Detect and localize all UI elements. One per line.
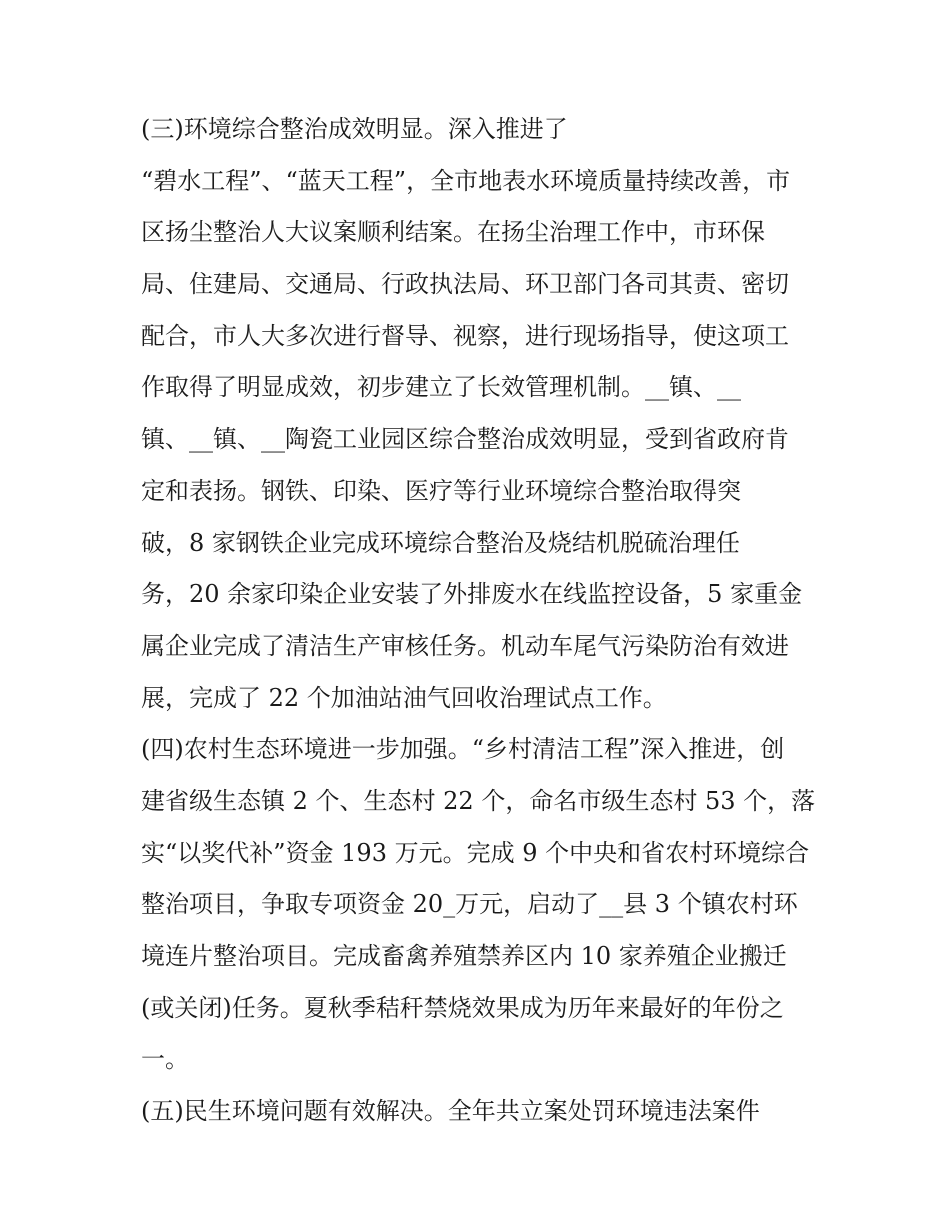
text-line: 一。	[141, 1045, 189, 1074]
text-line: 务，20 余家印染企业安装了外排废水在线监控设备，5 家重金	[141, 580, 803, 609]
text-line: 镇、__镇、__陶瓷工业园区综合整治成效明显，受到省政府肯	[141, 425, 789, 454]
text-line: 整治项目，争取专项资金 20_万元，启动了__县 3 个镇农村环	[141, 890, 798, 919]
text-line: 破，8 家钢铁企业完成环境综合整治及烧结机脱硫治理任	[141, 528, 740, 557]
text-line: (五)民生环境问题有效解决。全年共立案处罚环境违法案件	[141, 1097, 760, 1126]
text-line: 局、住建局、交通局、行政执法局、环卫部门各司其责、密切	[141, 270, 789, 299]
text-line: 展，完成了 22 个加油站油气回收治理试点工作。	[141, 683, 667, 712]
text-line: 属企业完成了清洁生产审核任务。机动车尾气污染防治有效进	[141, 631, 789, 660]
text-line: (或关闭)任务。夏秋季秸秆禁烧效果成为历年来最好的年份之	[141, 993, 784, 1022]
document-body	[141, 104, 831, 1138]
text-line: “碧水工程”、“蓝天工程”，全市地表水环境质量持续改善，市	[141, 166, 791, 195]
text-line: 配合，市人大多次进行督导、视察，进行现场指导，使这项工	[141, 321, 789, 350]
text-line: 定和表扬。钢铁、印染、医疗等行业环境综合整治取得突	[141, 476, 741, 505]
text-line: 境连片整治项目。完成畜禽养殖禁养区内 10 家养殖企业搬迁	[141, 942, 787, 970]
text-line: 区扬尘整治人大议案顺利结案。在扬尘治理工作中，市环保	[141, 218, 765, 247]
text-line: (四)农村生态环境进一步加强。“乡村清洁工程”深入推进，创	[141, 735, 785, 764]
text-line: 实“以奖代补”资金 193 万元。完成 9 个中央和省农村环境综合	[141, 838, 810, 867]
text-line: 建省级生态镇 2 个、生态村 22 个，命名市级生态村 53 个，落	[141, 786, 816, 815]
text-line: 作取得了明显成效，初步建立了长效管理机制。__镇、__	[141, 373, 741, 402]
text-line: (三)环境综合整治成效明显。深入推进了	[141, 115, 568, 143]
